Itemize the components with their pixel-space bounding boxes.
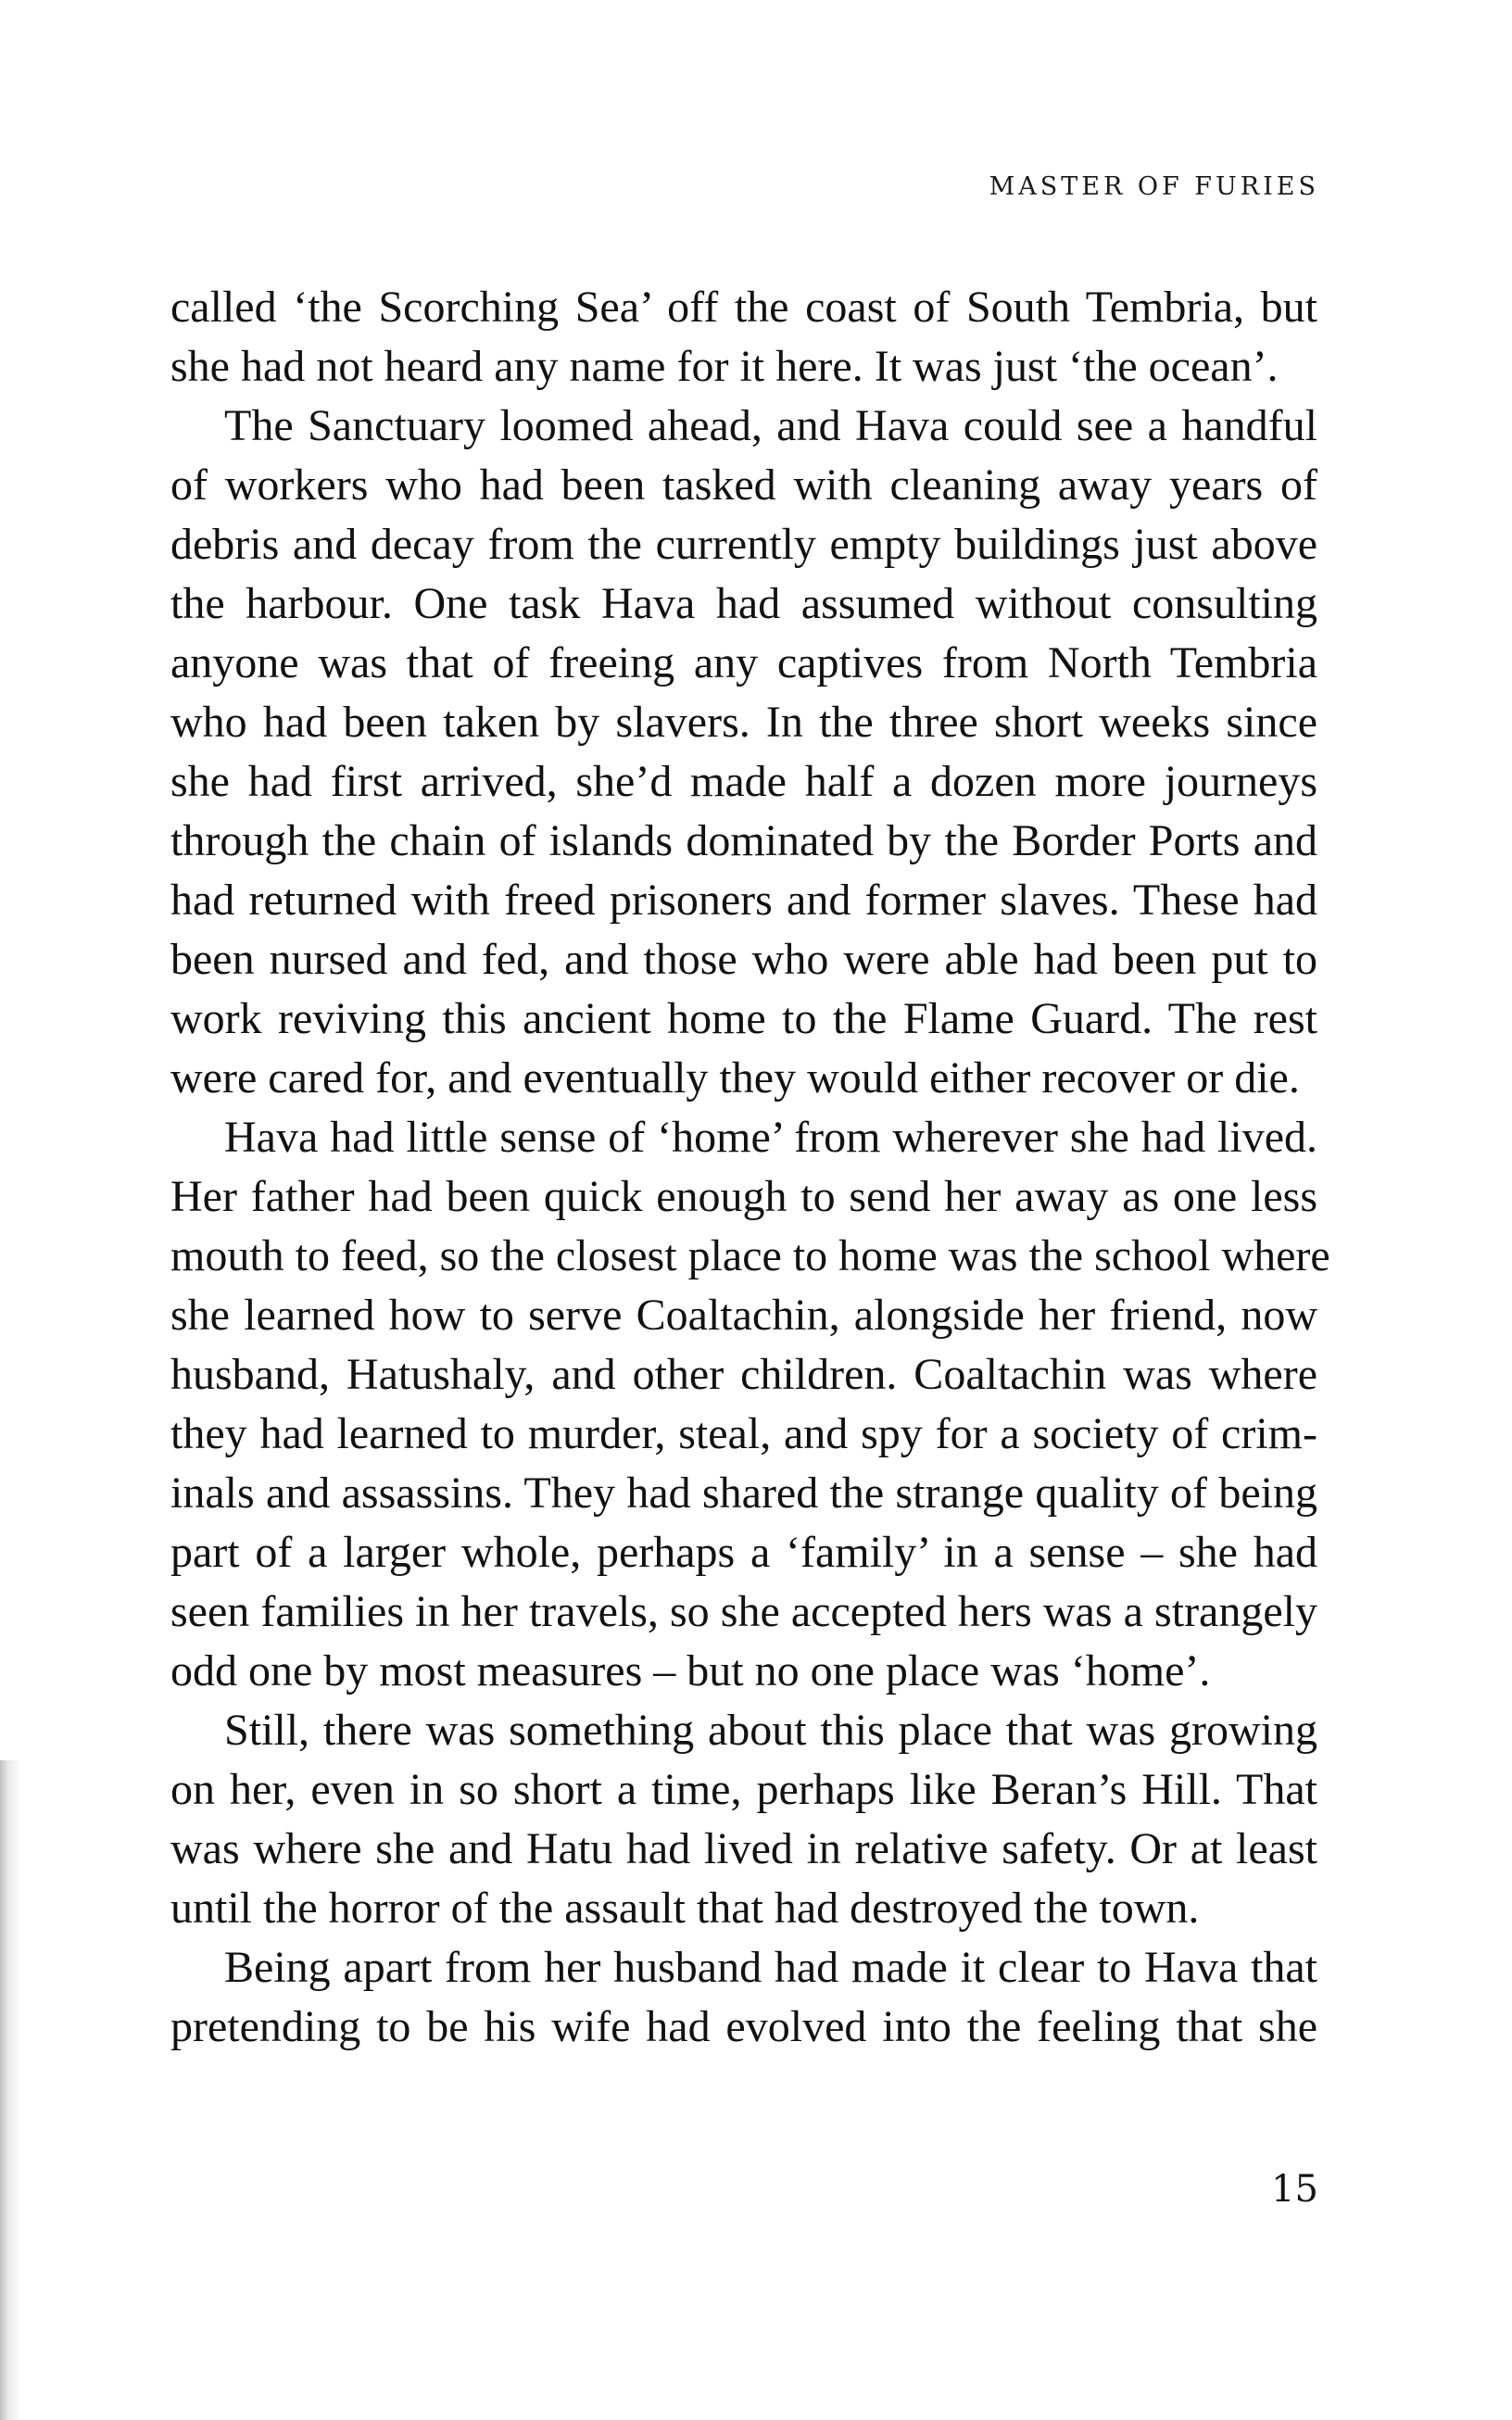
text-line: she had first arrived, she’d made half a dozen more journeys xyxy=(170,757,1317,806)
text-line: of workers who had been tasked with cleaning away years of xyxy=(170,460,1317,510)
text-line: was where she and Hatu had lived in relative safety. Or at least xyxy=(170,1824,1317,1873)
paragraph xyxy=(170,1108,1330,1701)
text-line: pretending to be his wife had evolved into the feeling that she xyxy=(170,2002,1317,2051)
text-line: been nursed and fed, and those who were able had been put to xyxy=(170,935,1317,984)
text-line: mouth to feed, so the closest place to home was the school where xyxy=(170,1231,1330,1280)
text-line: Hava had little sense of ‘home’ from wherever she had lived. xyxy=(224,1113,1317,1162)
text-line: seen families in her travels, so she accepted hers was a strangely xyxy=(170,1587,1317,1636)
page-number: 15 xyxy=(1271,2168,1318,2211)
text-line: were cared for, and eventually they would either recover or die. xyxy=(170,1053,1300,1103)
text-line: Her father had been quick enough to send her away as one less xyxy=(170,1172,1317,1221)
text-line: husband, Hatushaly, and other children. Coaltachin was where xyxy=(170,1350,1317,1399)
text-line: debris and decay from the currently empty buildings just above xyxy=(170,520,1317,569)
text-line: inals and assassins. They had shared the strange quality of being xyxy=(170,1468,1317,1518)
text-line: through the chain of islands dominated by the Border Ports and xyxy=(170,816,1317,865)
text-line: until the horror of the assault that had destroyed the town. xyxy=(170,1884,1200,1933)
text-line: she learned how to serve Coaltachin, alongside her friend, now xyxy=(170,1291,1317,1340)
text-line: the harbour. One task Hava had assumed without consulting xyxy=(170,579,1317,628)
page-edge-shadow xyxy=(0,1760,20,2420)
text-line: work reviving this ancient home to the Flame Guard. The rest xyxy=(170,994,1317,1043)
body-text xyxy=(170,278,1330,2057)
text-line: part of a larger whole, perhaps a ‘family’ in a sense – she had xyxy=(170,1528,1317,1577)
text-line: anyone was that of freeing any captives from North Tembria xyxy=(170,638,1317,687)
running-head: MASTER OF FURIES xyxy=(989,172,1319,201)
text-line: Being apart from her husband had made it clear to Hava that xyxy=(224,1943,1317,1992)
text-line: they had learned to murder, steal, and spy for a society of crim- xyxy=(170,1409,1317,1458)
text-line: on her, even in so short a time, perhaps like Beran’s Hill. That xyxy=(170,1765,1317,1814)
text-line: who had been taken by slavers. In the three short weeks since xyxy=(170,698,1317,747)
paragraph xyxy=(170,397,1317,1108)
paragraph xyxy=(170,278,1317,397)
text-line: Still, there was something about this place that was growing xyxy=(224,1706,1317,1755)
text-line: she had not heard any name for it here. It was just ‘the ocean’. xyxy=(170,342,1279,391)
text-line: had returned with freed prisoners and former slaves. These had xyxy=(170,876,1317,925)
paragraph xyxy=(170,1938,1317,2057)
paragraph xyxy=(170,1701,1317,1938)
text-line: The Sanctuary loomed ahead, and Hava could see a handful xyxy=(224,401,1317,450)
text-line: called ‘the Scorching Sea’ off the coast of South Tembria, but xyxy=(170,283,1317,332)
text-line: odd one by most measures – but no one place was ‘home’. xyxy=(170,1646,1211,1695)
